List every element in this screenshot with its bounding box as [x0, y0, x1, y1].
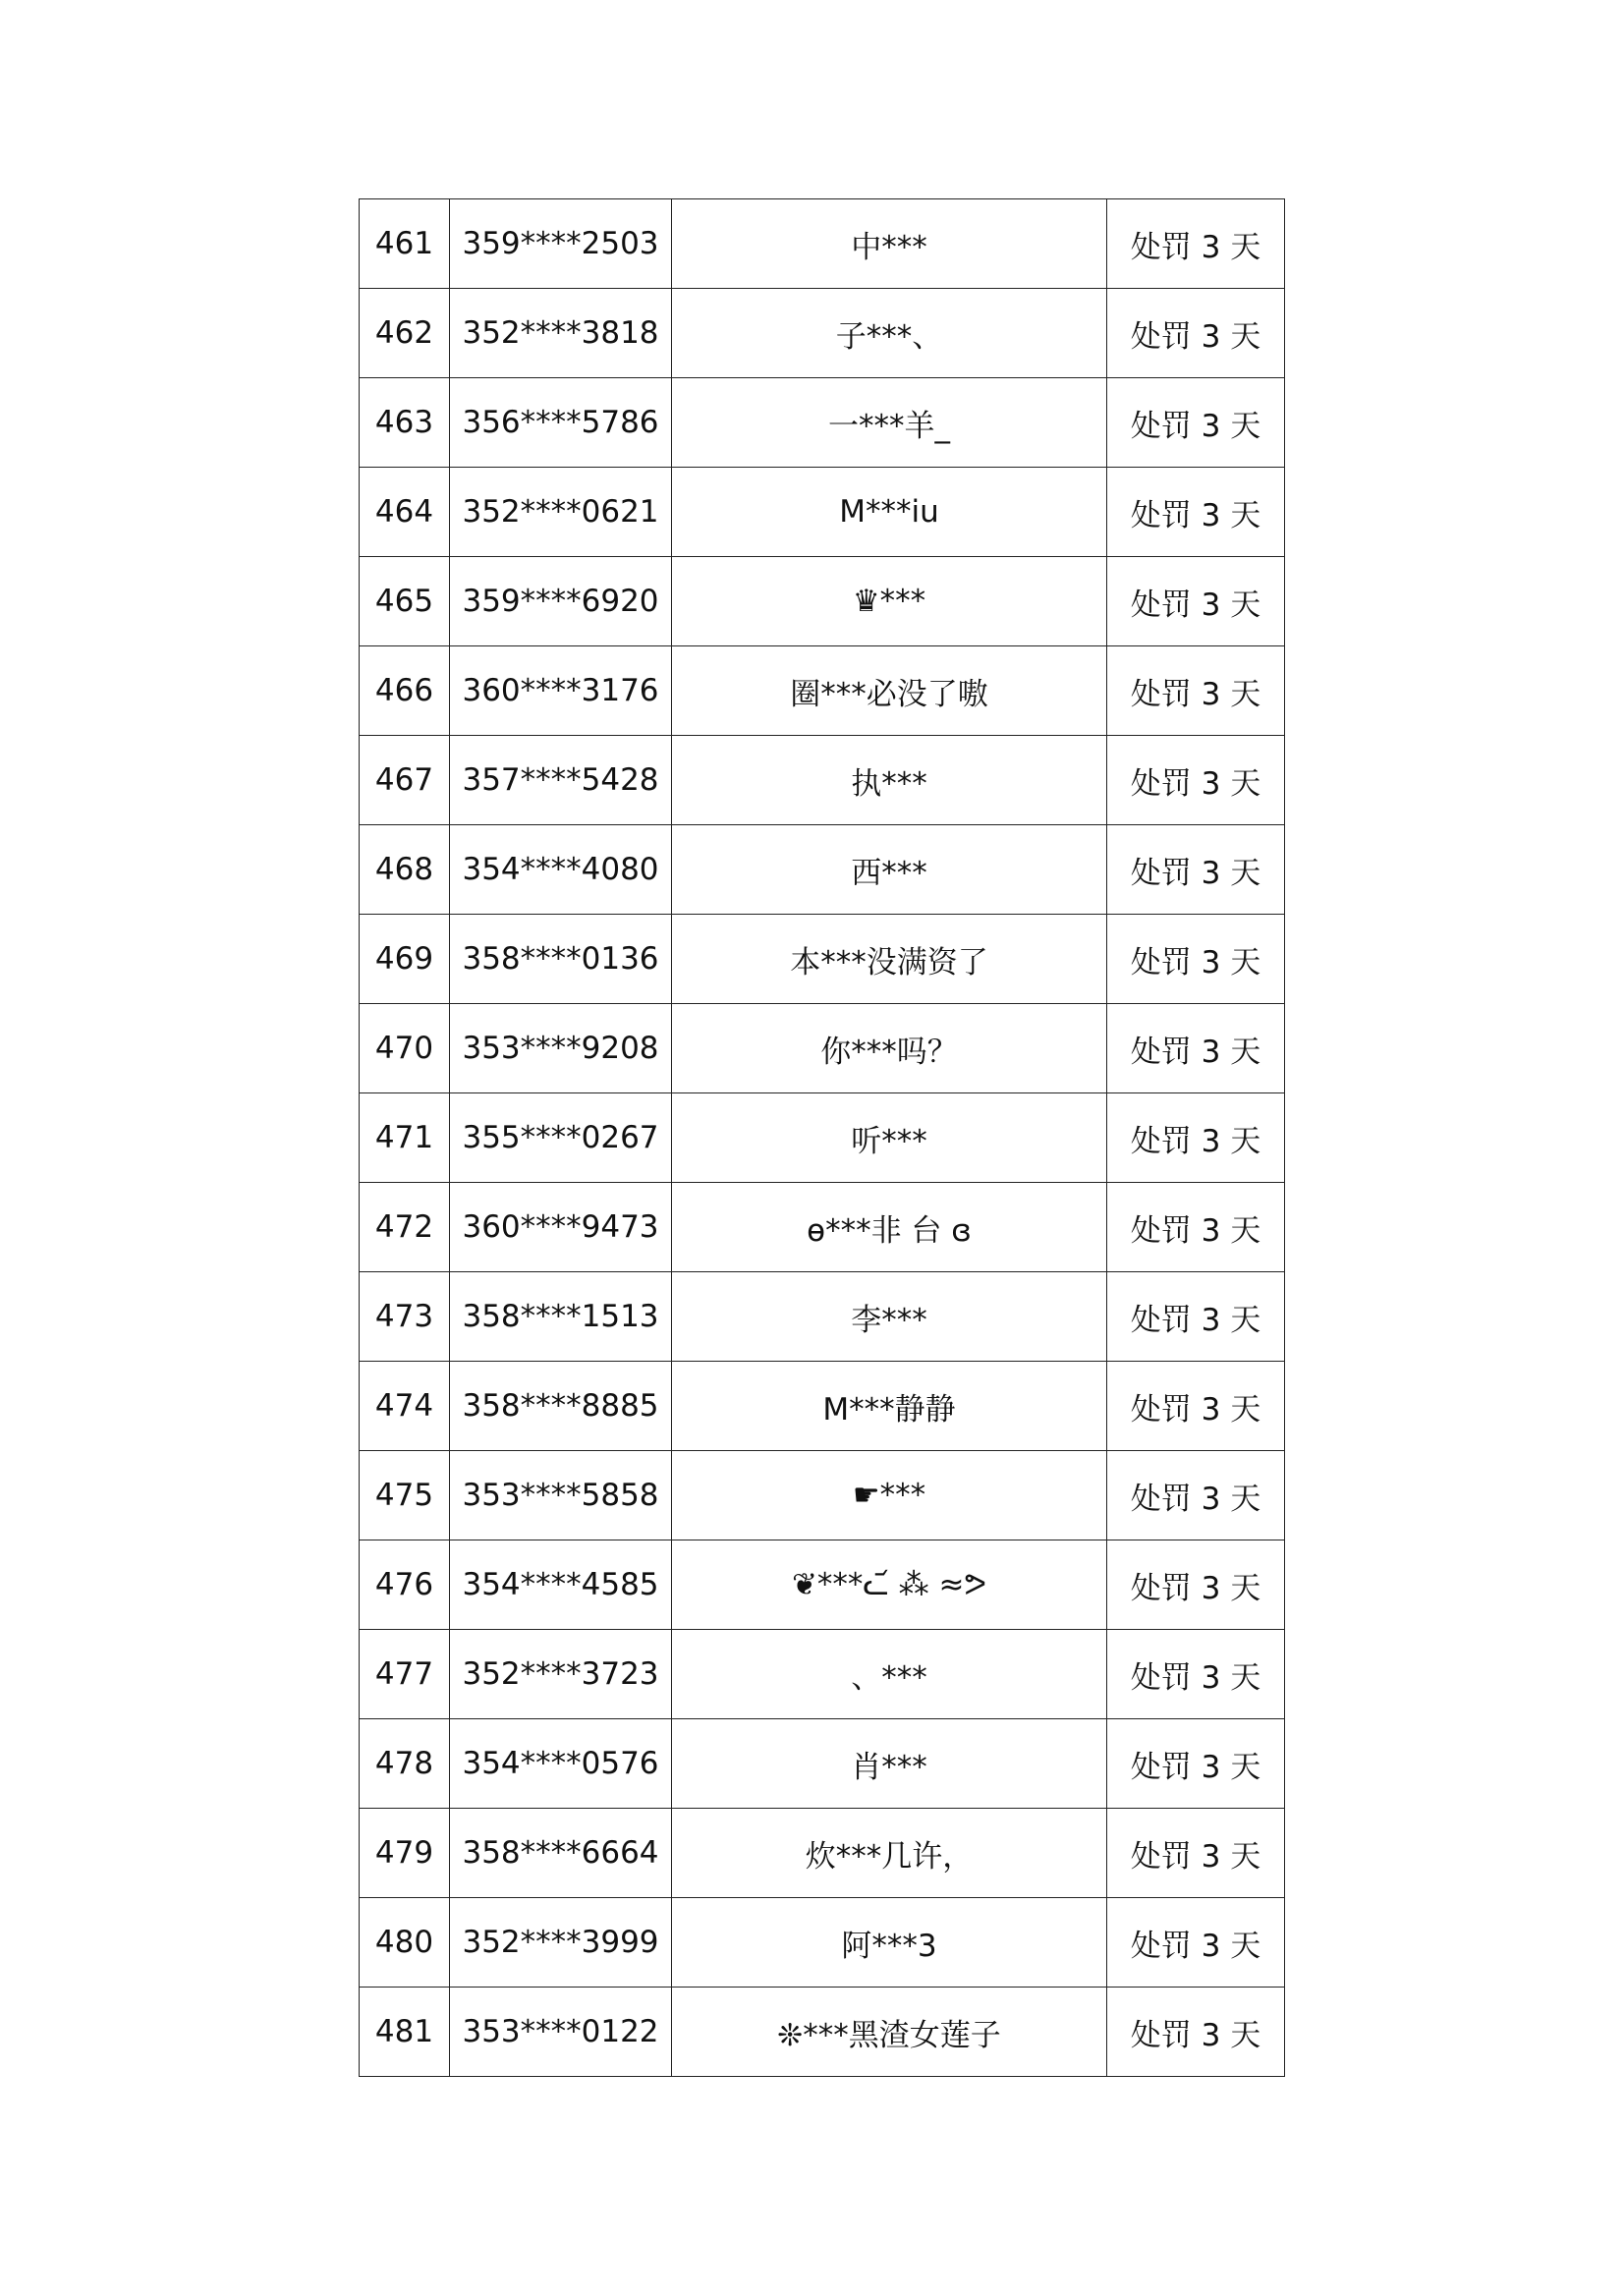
penalty-result: 处罚 3 天 — [1107, 915, 1285, 1004]
penalty-result: 处罚 3 天 — [1107, 646, 1285, 736]
row-number: 471 — [360, 1093, 450, 1183]
account-id: 359****6920 — [450, 557, 672, 646]
table-row — [360, 199, 1285, 289]
player-name: 听*** — [672, 1093, 1107, 1183]
penalty-result: 处罚 3 天 — [1107, 1809, 1285, 1898]
penalty-result: 处罚 3 天 — [1107, 199, 1285, 289]
row-number: 479 — [360, 1809, 450, 1898]
table-row — [360, 1719, 1285, 1809]
table-row — [360, 1988, 1285, 2077]
player-name: ❊***黑渣女莲子 — [672, 1988, 1107, 2077]
player-name: 、*** — [672, 1630, 1107, 1719]
account-id: 357****5428 — [450, 736, 672, 825]
penalty-result: 处罚 3 天 — [1107, 1988, 1285, 2077]
table-row — [360, 468, 1285, 557]
row-number: 465 — [360, 557, 450, 646]
player-name: 阿***3 — [672, 1898, 1107, 1988]
penalty-result: 处罚 3 天 — [1107, 1719, 1285, 1809]
penalty-result: 处罚 3 天 — [1107, 557, 1285, 646]
account-id: 354****0576 — [450, 1719, 672, 1809]
account-id: 353****0122 — [450, 1988, 672, 2077]
row-number: 481 — [360, 1988, 450, 2077]
row-number: 472 — [360, 1183, 450, 1272]
row-number: 475 — [360, 1451, 450, 1540]
penalty-result: 处罚 3 天 — [1107, 468, 1285, 557]
row-number: 467 — [360, 736, 450, 825]
player-name: 你***吗？ — [672, 1004, 1107, 1093]
penalty-result: 处罚 3 天 — [1107, 1451, 1285, 1540]
account-id: 359****2503 — [450, 199, 672, 289]
penalty-result: 处罚 3 天 — [1107, 378, 1285, 468]
penalty-result: 处罚 3 天 — [1107, 1898, 1285, 1988]
player-name: 炊***几许， — [672, 1809, 1107, 1898]
table-row — [360, 1809, 1285, 1898]
table-row — [360, 1272, 1285, 1362]
player-name: ❦***ᓚ᷄ ⁂ ≈ᕗ — [672, 1540, 1107, 1630]
table-row — [360, 1451, 1285, 1540]
account-id: 360****9473 — [450, 1183, 672, 1272]
penalty-result: 处罚 3 天 — [1107, 1272, 1285, 1362]
player-name: M***iu — [672, 468, 1107, 557]
table-row — [360, 825, 1285, 915]
table-row — [360, 1362, 1285, 1451]
row-number: 464 — [360, 468, 450, 557]
player-name: 中*** — [672, 199, 1107, 289]
account-id: 352****3818 — [450, 289, 672, 378]
penalty-result: 处罚 3 天 — [1107, 736, 1285, 825]
table-row — [360, 1630, 1285, 1719]
player-name: 肖*** — [672, 1719, 1107, 1809]
account-id: 355****0267 — [450, 1093, 672, 1183]
penalty-result: 处罚 3 天 — [1107, 1093, 1285, 1183]
row-number: 478 — [360, 1719, 450, 1809]
penalty-result: 处罚 3 天 — [1107, 1630, 1285, 1719]
row-number: 468 — [360, 825, 450, 915]
row-number: 470 — [360, 1004, 450, 1093]
account-id: 352****3999 — [450, 1898, 672, 1988]
row-number: 466 — [360, 646, 450, 736]
account-id: 352****3723 — [450, 1630, 672, 1719]
account-id: 354****4585 — [450, 1540, 672, 1630]
player-name: 本***没满资了 — [672, 915, 1107, 1004]
player-name: 李*** — [672, 1272, 1107, 1362]
penalty-result: 处罚 3 天 — [1107, 1540, 1285, 1630]
player-name: 一***羊_ — [672, 378, 1107, 468]
penalty-table-body — [360, 199, 1285, 2077]
player-name: M***静静 — [672, 1362, 1107, 1451]
table-row — [360, 736, 1285, 825]
account-id: 354****4080 — [450, 825, 672, 915]
row-number: 469 — [360, 915, 450, 1004]
account-id: 360****3176 — [450, 646, 672, 736]
table-row — [360, 1093, 1285, 1183]
player-name: 圈***必没了嗷 — [672, 646, 1107, 736]
penalty-result: 处罚 3 天 — [1107, 1004, 1285, 1093]
player-name: ♛*** — [672, 557, 1107, 646]
row-number: 462 — [360, 289, 450, 378]
player-name: 子***、 — [672, 289, 1107, 378]
penalty-result: 处罚 3 天 — [1107, 289, 1285, 378]
row-number: 461 — [360, 199, 450, 289]
account-id: 358****6664 — [450, 1809, 672, 1898]
table-row — [360, 646, 1285, 736]
row-number: 480 — [360, 1898, 450, 1988]
account-id: 358****8885 — [450, 1362, 672, 1451]
row-number: 476 — [360, 1540, 450, 1630]
row-number: 477 — [360, 1630, 450, 1719]
penalty-result: 处罚 3 天 — [1107, 1362, 1285, 1451]
table-row — [360, 1183, 1285, 1272]
player-name: 执*** — [672, 736, 1107, 825]
table-row — [360, 1540, 1285, 1630]
row-number: 474 — [360, 1362, 450, 1451]
table-row — [360, 378, 1285, 468]
account-id: 353****9208 — [450, 1004, 672, 1093]
account-id: 352****0621 — [450, 468, 672, 557]
penalty-result: 处罚 3 天 — [1107, 1183, 1285, 1272]
player-name: ɵ***非 台 ɞ — [672, 1183, 1107, 1272]
penalty-table — [359, 198, 1285, 2077]
table-row — [360, 289, 1285, 378]
account-id: 353****5858 — [450, 1451, 672, 1540]
account-id: 356****5786 — [450, 378, 672, 468]
table-row — [360, 1004, 1285, 1093]
player-name: 西*** — [672, 825, 1107, 915]
player-name: ☛*** — [672, 1451, 1107, 1540]
table-row — [360, 557, 1285, 646]
table-row — [360, 915, 1285, 1004]
penalty-result: 处罚 3 天 — [1107, 825, 1285, 915]
table-row — [360, 1898, 1285, 1988]
account-id: 358****1513 — [450, 1272, 672, 1362]
row-number: 473 — [360, 1272, 450, 1362]
account-id: 358****0136 — [450, 915, 672, 1004]
row-number: 463 — [360, 378, 450, 468]
